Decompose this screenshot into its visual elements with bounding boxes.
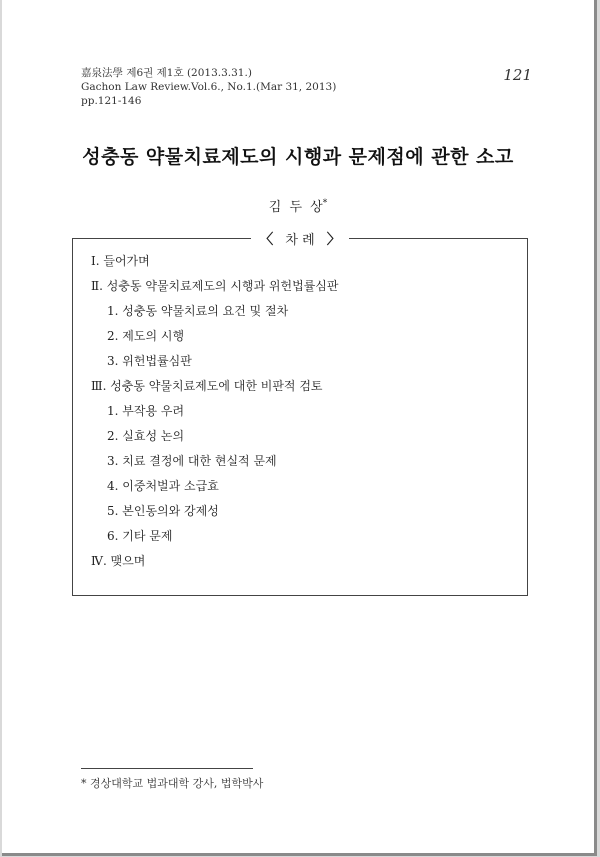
footnote-divider xyxy=(81,768,253,769)
toc-item: 4. 이중처벌과 소급효 xyxy=(107,479,219,493)
journal-line-pages: pp.121-146 xyxy=(81,95,142,107)
document-page xyxy=(2,0,597,856)
page-number: 121 xyxy=(503,66,532,84)
toc-item: 1. 성충동 약물치료의 요건 및 절차 xyxy=(107,304,289,318)
toc-heading xyxy=(73,229,527,249)
toc-item: Ⅳ. 맺으며 xyxy=(91,554,146,568)
toc-item: 3. 위헌법률심판 xyxy=(107,354,192,368)
toc-item: 2. 제도의 시행 xyxy=(107,329,185,343)
journal-citation xyxy=(81,66,336,108)
journal-line-english: Gachon Law Review.Vol.6., No.1.(Mar 31, 2013) xyxy=(81,81,337,93)
toc-item: 6. 기타 문제 xyxy=(107,529,173,543)
author-char: 김 xyxy=(268,200,282,215)
footnote-text: 경상대학교 법과대학 강사, 법학박사 xyxy=(90,777,264,790)
toc-item: 1. 부작용 우려 xyxy=(107,404,185,418)
author-char: 상 xyxy=(310,200,323,215)
toc-item: Ⅱ. 성충동 약물치료제도의 시행과 위헌법률심판 xyxy=(91,279,339,293)
author-name xyxy=(2,196,594,215)
paper-title: 성충동 약물치료제도의 시행과 문제점에 관한 소고 xyxy=(82,146,514,168)
chevron-right-icon: 〉 xyxy=(323,232,345,248)
author-footnote-mark: * xyxy=(322,198,328,209)
toc-item: Ⅰ. 들어가며 xyxy=(91,254,150,268)
chevron-left-icon: 〈 xyxy=(255,232,277,248)
toc-item: Ⅲ. 성충동 약물치료제도에 대한 비판적 검토 xyxy=(91,379,323,393)
toc-list xyxy=(73,249,338,574)
journal-line-korean: 嘉泉法學 제6권 제1호 (2013.3.31.) xyxy=(81,67,252,79)
table-of-contents xyxy=(72,232,528,596)
toc-item: 2. 실효성 논의 xyxy=(107,429,185,443)
toc-item: 3. 치료 결정에 대한 현실적 문제 xyxy=(107,454,277,468)
toc-heading-text: 차 례 xyxy=(281,233,318,248)
toc-item: 5. 본인동의와 강제성 xyxy=(107,504,219,518)
author-footnote xyxy=(81,775,263,791)
footnote-mark: * xyxy=(81,777,87,790)
author-char: 두 xyxy=(289,200,303,215)
